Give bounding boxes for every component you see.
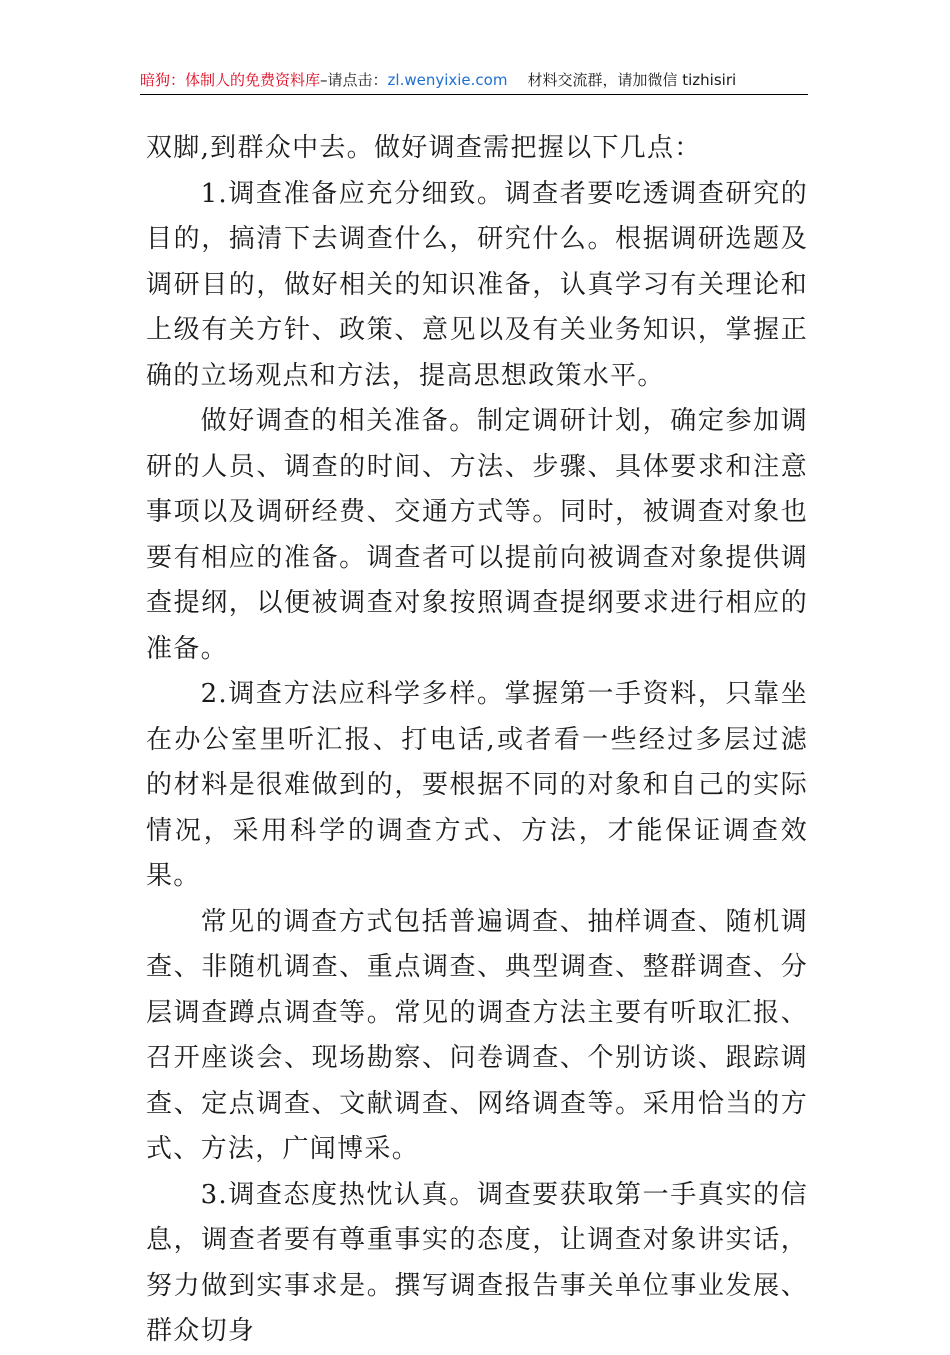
paragraph: 1.调查准备应充分细致。调查者要吃透调查研究的目的，搞清下去调查什么，研究什么。根据调研选题及调研目的，做好相关的知识准备，认真学习有关理论和上级有关方针、政策、意见以及有关业务知识，掌握正确的立场观点和方法，提高思想政策水平。 (146, 178, 808, 391)
paragraph: 3.调查态度热忱认真。调查要获取第一手真实的信息，调查者要有尊重事实的态度，让调查对象讲实话，努力做到实事求是。撰写调查报告事关单位事业发展、群众切身 (146, 1179, 808, 1346)
header-brand-text: 暗狗：体制人的免费资料库 (140, 71, 321, 89)
page-header (140, 66, 808, 95)
header-prompt-text: –请点击： (320, 71, 388, 89)
header-wechat-text: 材料交流群，请加微信 tizhisiri (527, 71, 737, 89)
header-url-link[interactable]: zl.wenyixie.com (387, 71, 508, 89)
paragraph: 双脚,到群众中去。做好调查需把握以下几点： (146, 133, 702, 163)
paragraph: 2.调查方法应科学多样。掌握第一手资料，只靠坐在办公室里听汇报、打电话,或者看一些经过多层过滤的材料是很难做到的，要根据不同的对象和自己的实际情况，采用科学的调查方式、方法，才能保证调查效果。 (146, 679, 808, 891)
paragraph: 做好调查的相关准备。制定调研计划，确定参加调研的人员、调查的时间、方法、步骤、具体要求和注意事项以及调研经费、交通方式等。同时，被调查对象也要有相应的准备。调查者可以提前向被调查对象提供调查提纲，以便被调查对象按照调查提纲要求进行相应的准备。 (146, 406, 808, 664)
document-body (146, 126, 808, 1355)
paragraph: 常见的调查方式包括普遍调查、抽样调查、随机调查、非随机调查、重点调查、典型调查、整群调查、分层调查蹲点调查等。常见的调查方法主要有听取汇报、召开座谈会、现场勘察、问卷调查、个别访谈、跟踪调查、定点调查、文献调查、网络调查等。采用恰当的方式、方法，广闻博采。 (146, 906, 808, 1164)
